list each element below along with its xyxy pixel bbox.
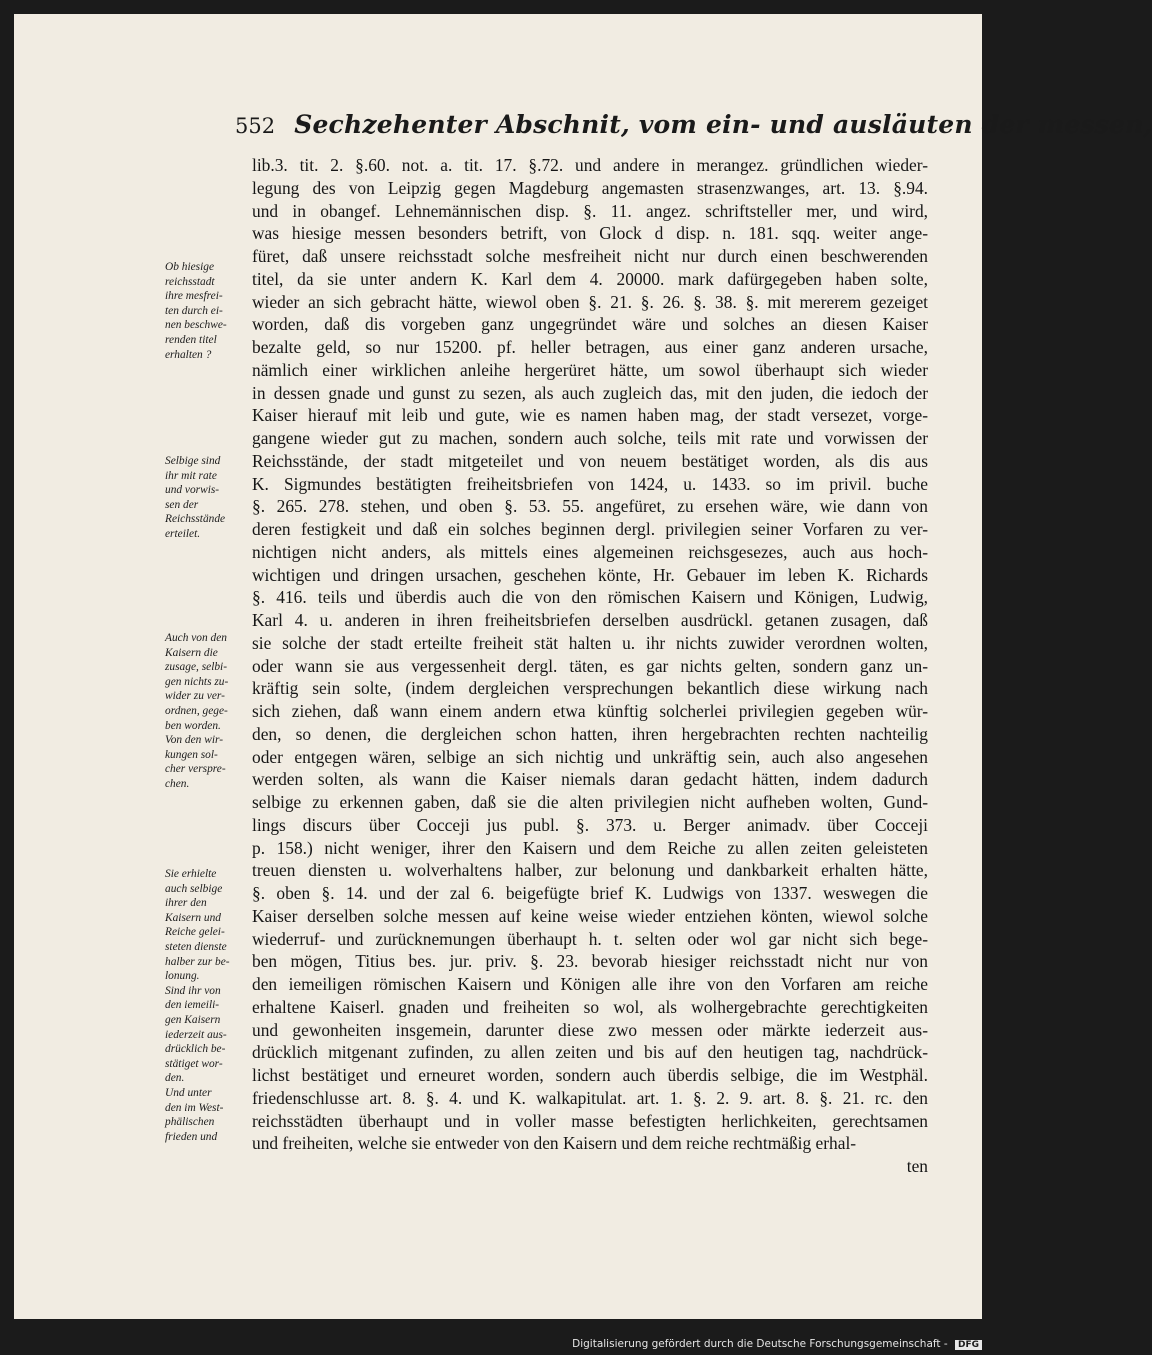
margin-note-line: phälischen xyxy=(165,1116,215,1129)
text-line: wieder an sich gebracht hätte, wiewol oben §. 21. §. 26. §. 38. §. mit mererem gezeiget xyxy=(252,291,928,312)
margin-note-line: Von den wir- xyxy=(165,734,223,747)
text-line: reichsstädten überhaupt und in voller masse befestigten herlichkeiten, gerechtsamen xyxy=(252,1110,928,1131)
margin-note-line: ihrer den xyxy=(165,897,207,910)
text-line: wichtigen und dringen ursachen, geschehen könte, Hr. Gebauer im leben K. Richards xyxy=(252,564,928,585)
text-line: deren festigkeit und daß ein solches beginnen dergl. privilegien seiner Vorfaren zu ver- xyxy=(252,519,928,539)
margin-note-line: und vorwis- xyxy=(165,484,220,497)
margin-note-line: Sind ihr von xyxy=(165,984,221,997)
text-line: sich ziehen, daß wann einem andern etwa künftig solcherlei privilegien gegeben wür- xyxy=(252,701,928,721)
margin-note-line: nen beschwe- xyxy=(165,319,227,332)
text-line: und freiheiten, welche sie entweder von den Kaisern und dem reiche rechtmäßig erhal- xyxy=(252,1133,857,1154)
text-line: Kaiser hierauf mit leib und gute, wie es namen haben mag, der stadt versezet, vorge- xyxy=(252,405,928,426)
text-line: kräftig sein solte, (indem dergleichen versprechungen bekantlich diese wirkung nach xyxy=(252,678,928,699)
text-line: und in obangef. Lehnemännischen disp. §. 11. angez. schriftsteller mer, und wird, xyxy=(252,200,928,221)
text-line: in dessen gnade und gunst zu sezen, als auch zugleich das, mit den juden, die iedoch der xyxy=(252,382,928,403)
text-line: p. 158.) nicht weniger, ihrer den Kaisern und dem Reiche zu allen zeiten geleisteten xyxy=(252,837,928,858)
dfg-logo-icon: DFG xyxy=(955,1340,982,1350)
margin-note-line: Selbige sind xyxy=(165,455,221,467)
text-line: was hiesige messen besonders betrift, von Glock d disp. n. 181. sqq. weiter ange- xyxy=(252,223,928,244)
text-line: K. Sigmundes bestätigten freiheitsbriefen von 1424, u. 1433. so im privil. buche xyxy=(252,473,928,494)
text-line: nichtigen nicht anders, als mittels eines algemeinen reichsgesezes, auch aus hoch- xyxy=(252,541,928,562)
margin-note-line: reichsstadt xyxy=(165,275,215,288)
footer-credit: Digitalisierung gefördert durch die Deutsche Forschungsgemeinschaft - xyxy=(572,1338,948,1350)
margin-note-line: erteilet. xyxy=(165,527,201,540)
text-line: Reichsstände, der stadt mitgeteilet und von neuem bestätiget worden, als dis aus xyxy=(252,450,928,471)
page-number: 552 xyxy=(235,114,276,138)
text-line: wiederruf- und zurücknemungen überhaupt h. t. selten oder wol gar nicht sich bege- xyxy=(252,928,928,949)
margin-note-line: gen Kaisern xyxy=(165,1013,221,1026)
margin-note-line: wider zu ver- xyxy=(165,690,225,703)
text-line: Karl 4. u. anderen in ihren freiheitsbriefen derselben ausdrückl. getanen zusagen, daß xyxy=(252,610,928,630)
text-line: worden, daß dis vorgeben ganz ungegründet wäre und solches an diesen Kaiser xyxy=(252,314,928,335)
margin-note-line: ordnen, gege- xyxy=(165,704,228,717)
text-line: ben mögen, Titius bes. jur. priv. §. 23. bevorab hiesiger reichsstadt nicht nur von xyxy=(252,951,928,972)
margin-note-line: steten dienste xyxy=(165,940,227,953)
margin-note-line: halber zur be- xyxy=(165,955,230,968)
text-line: lib.3. tit. 2. §.60. not. a. tit. 17. §.72. und andere in merangez. gründlichen wieder- xyxy=(252,155,928,175)
text-line: treuen diensten u. wolverhaltens halber, zur belonung und dankbarkeit erhalten hätte, xyxy=(252,860,928,881)
margin-note-line: zusage, selbi- xyxy=(165,661,228,674)
margin-note-2 xyxy=(165,454,251,542)
text-line: sie solche der stadt erteilte freiheit stät halten u. ihr nichts zuwider verordnen wolten, xyxy=(252,632,928,653)
margin-note-line: lonung. xyxy=(165,970,200,983)
margin-note-line: ihre mesfrei- xyxy=(165,290,223,303)
text-line: §. 265. 278. stehen, und oben §. 53. 55. angefüret, zu ersehen wäre, wie dann von xyxy=(252,496,928,517)
margin-note-line: ben worden. xyxy=(165,719,221,732)
text-line: gangene wieder gut zu machen, sondern auch solche, teils mit rate und vorwissen der xyxy=(252,428,928,448)
margin-note-4 xyxy=(165,867,251,1144)
margin-note-line: iederzeit aus- xyxy=(165,1028,227,1041)
margin-note-line: gen nichts zu- xyxy=(165,675,229,688)
margin-note-line: Auch von den xyxy=(165,632,227,644)
text-line: oder entgegen wären, selbige an sich nichtig und unkräftig sein, auch also angesehen xyxy=(252,746,928,767)
text-line: füret, daß unsere reichsstadt solche mesfreiheit nicht nur durch einen beschwerenden xyxy=(252,246,928,266)
running-header xyxy=(235,110,1152,150)
margin-note-line: Ob hiesige xyxy=(165,261,215,273)
text-line: oder wann sie aus vergessenheit dergl. täten, es gar nichts gelten, sondern ganz un- xyxy=(252,655,928,676)
margin-note-line: ihr mit rate xyxy=(165,469,217,482)
margin-note-line: sen der xyxy=(165,498,199,511)
margin-note-line: Kaisern und xyxy=(165,911,222,924)
digitization-footer xyxy=(572,1338,982,1350)
margin-note-line: erhalten ? xyxy=(165,348,212,361)
margin-note-3 xyxy=(165,631,251,792)
text-line: den iemeiligen römischen Kaisern und Königen alle ihre von den Vorfaren am reiche xyxy=(252,974,928,994)
text-line: Kaiser derselben solche messen auf keine weise wieder entziehen könten, wiewol solche xyxy=(252,905,928,926)
text-line: ten xyxy=(906,1156,928,1176)
body-text xyxy=(252,154,928,1178)
margin-note-line: den iemeili- xyxy=(165,999,220,1012)
margin-note-line: cher verspre- xyxy=(165,763,226,776)
margin-note-line: den im West- xyxy=(165,1101,224,1114)
text-line: friedenschlusse art. 8. §. 4. und K. walkapitulat. art. 1. §. 2. 9. art. 8. §. 21. rc. den xyxy=(252,1087,928,1108)
text-line: §. oben §. 14. und der zal 6. beigefügte brief K. Ludwigs von 1337. weswegen die xyxy=(252,883,928,903)
text-line: und gewonheiten insgemein, darunter diese zwo messen oder märkte iederzeit aus- xyxy=(252,1019,928,1040)
margin-note-line: ten durch ei- xyxy=(165,304,223,317)
margin-note-line: chen. xyxy=(165,777,190,790)
text-line: selbige zu erkennen gaben, daß sie die alten privilegien nicht aufheben wolten, Gund- xyxy=(252,792,928,812)
text-line: titel, da sie unter andern K. Karl dem 4. 20000. mark dafürgegeben haben solte, xyxy=(252,268,928,289)
margin-note-line: Reichsstände xyxy=(165,513,226,526)
scanned-book-page xyxy=(14,14,1152,1319)
margin-note-line: auch selbige xyxy=(165,882,223,895)
text-line: den, so denen, die dergleichen schon hatten, ihren hergebrachten rechten nachteilig xyxy=(252,723,928,744)
text-line: bezalte geld, so nur 15200. pf. heller betragen, aus einer ganz anderen ursache, xyxy=(252,337,928,357)
text-line: legung des von Leipzig gegen Magdeburg angemasten strasenzwanges, art. 13. §.94. xyxy=(252,177,928,198)
text-line: nämlich einer wirklichen anleihe hergerüret hätte, um sowol überhaupt sich wieder xyxy=(252,359,928,380)
margin-note-line: drücklich be- xyxy=(165,1043,226,1056)
text-line: werden solten, als wann die Kaiser niemals daran gedacht hätten, indem dadurch xyxy=(252,769,928,790)
margin-note-line: frieden und xyxy=(165,1130,218,1143)
margin-note-line: kungen sol- xyxy=(165,748,218,761)
text-line: lichst bestätiget und erneuret worden, sondern auch überdis selbige, die im Westphäl. xyxy=(252,1065,928,1085)
margin-note-line: Reiche gelei- xyxy=(165,926,225,939)
margin-note-line: Und unter xyxy=(165,1086,212,1099)
margin-note-line: Sie erhielte xyxy=(165,868,217,880)
margin-note-line: stätiget wor- xyxy=(165,1057,223,1070)
text-line: §. 416. teils und überdis auch die von den römischen Kaisern und Königen, Ludwig, xyxy=(252,587,928,608)
text-line: erhaltene Kaiserl. gnaden und freiheiten so wol, als wolhergebrachte gerechtigkeiten xyxy=(252,996,928,1017)
header-title: Sechzehenter Abschnit, vom ein- und ausläuten der messen, xyxy=(294,110,1152,139)
margin-note-line: renden titel xyxy=(165,333,217,346)
text-line: lings discurs über Cocceji jus publ. §. 373. u. Berger animadv. über Cocceji xyxy=(252,814,928,835)
margin-note-1 xyxy=(165,260,251,362)
margin-note-line: den. xyxy=(165,1072,185,1085)
text-line: drücklich mitgenant zufinden, zu allen zeiten und bis auf den heutigen tag, nachdrück- xyxy=(252,1042,928,1063)
margin-note-line: Kaisern die xyxy=(165,646,218,659)
